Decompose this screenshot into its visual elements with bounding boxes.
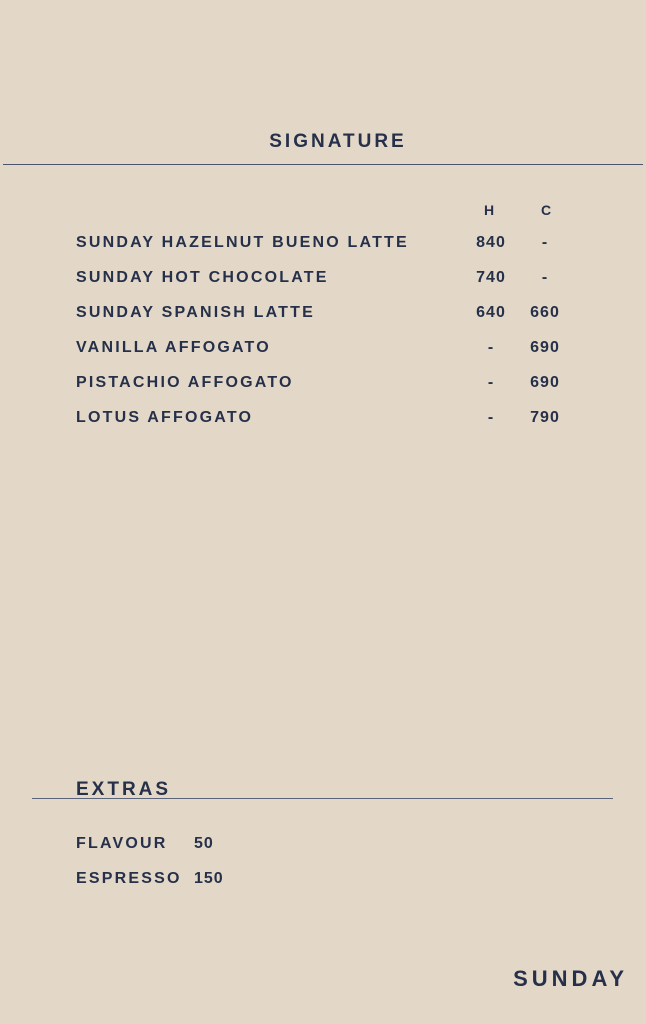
extras-divider — [32, 798, 613, 799]
hot-column-header: H — [484, 202, 496, 218]
menu-item — [76, 337, 596, 359]
menu-item-hot-price: - — [487, 374, 495, 391]
signature-divider — [3, 164, 643, 165]
menu-item-cold-price: 660 — [530, 304, 560, 321]
menu-item-hot-price: - — [487, 339, 495, 356]
extra-item-name: ESPRESSO — [76, 870, 182, 887]
extra-item-price: 150 — [194, 870, 224, 887]
menu-item-name: SUNDAY SPANISH LATTE — [76, 304, 315, 321]
menu-item-cold-price: 690 — [530, 339, 560, 356]
menu-item — [76, 232, 596, 254]
cold-column-header: C — [541, 202, 553, 218]
menu-item-name: LOTUS AFFOGATO — [76, 409, 254, 426]
menu-item-cold-price: 790 — [530, 409, 560, 426]
menu-item-hot-price: 740 — [476, 269, 506, 286]
menu-item — [76, 267, 596, 289]
menu-item-hot-price: - — [487, 409, 495, 426]
extra-item — [76, 833, 376, 855]
menu-item-cold-price: - — [541, 234, 549, 251]
menu-item-name: SUNDAY HOT CHOCOLATE — [76, 269, 329, 286]
menu-item-cold-price: 690 — [530, 374, 560, 391]
extras-section-title: EXTRAS — [76, 779, 172, 800]
menu-item-hot-price: 640 — [476, 304, 506, 321]
menu-item-name: PISTACHIO AFFOGATO — [76, 374, 294, 391]
extra-item — [76, 868, 376, 890]
extra-item-name: FLAVOUR — [76, 835, 168, 852]
menu-item-name: SUNDAY HAZELNUT BUENO LATTE — [76, 234, 409, 251]
menu-item — [76, 372, 596, 394]
brand-wordmark: SUNDAY — [513, 966, 628, 991]
menu-item-name: VANILLA AFFOGATO — [76, 339, 271, 356]
menu-item-cold-price: - — [541, 269, 549, 286]
menu-item — [76, 302, 596, 324]
signature-section-title: SIGNATURE — [269, 131, 407, 152]
menu-item-hot-price: 840 — [476, 234, 506, 251]
extra-item-price: 50 — [194, 835, 214, 852]
menu-item — [76, 407, 596, 429]
